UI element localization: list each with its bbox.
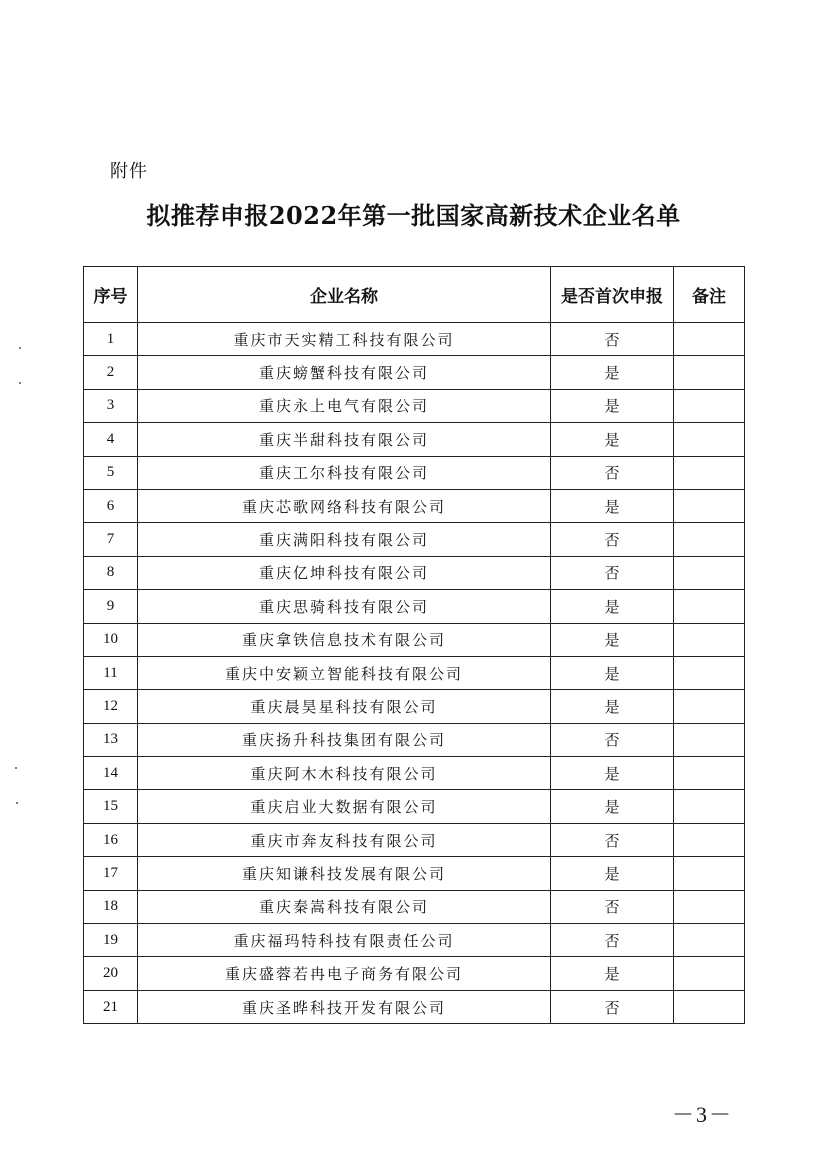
company-name-cell: 重庆福玛特科技有限责任公司 [138,924,551,957]
company-name-cell: 重庆芯歌网络科技有限公司 [138,489,551,522]
row-number-cell: 15 [84,790,138,823]
first-application-cell: 否 [551,990,674,1023]
table-row [84,556,745,589]
table-row [84,323,745,356]
table-row [84,990,745,1023]
remarks-cell [674,723,745,756]
row-number-cell: 18 [84,890,138,923]
row-number-cell: 19 [84,924,138,957]
table-row [84,423,745,456]
row-number-cell: 21 [84,990,138,1023]
first-application-cell: 是 [551,857,674,890]
row-number-cell: 4 [84,423,138,456]
remarks-cell [674,623,745,656]
row-number-cell: 16 [84,823,138,856]
company-name-cell: 重庆永上电气有限公司 [138,389,551,422]
first-application-cell: 是 [551,690,674,723]
company-name-cell: 重庆圣晔科技开发有限公司 [138,990,551,1023]
company-name-cell: 重庆中安颖立智能科技有限公司 [138,656,551,689]
column-header-number: 序号 [84,267,138,323]
table-row [84,489,745,522]
remarks-cell [674,656,745,689]
table-row [84,890,745,923]
row-number-cell: 9 [84,590,138,623]
remarks-cell [674,523,745,556]
remarks-cell [674,890,745,923]
remarks-cell [674,323,745,356]
table-row [84,723,745,756]
page-number: －3－ [672,1102,734,1127]
row-number-cell: 5 [84,456,138,489]
first-application-cell: 否 [551,323,674,356]
row-number-cell: 12 [84,690,138,723]
remarks-cell [674,489,745,522]
row-number-cell: 2 [84,356,138,389]
table-row [84,823,745,856]
document-title: 拟推荐申报2022年第一批国家高新技术企业名单 [146,201,681,230]
column-header-remarks: 备注 [674,267,745,323]
company-name-cell: 重庆启业大数据有限公司 [138,790,551,823]
table-row [84,924,745,957]
first-application-cell: 是 [551,957,674,990]
scan-speck [16,802,18,804]
company-name-cell: 重庆秦嵩科技有限公司 [138,890,551,923]
company-name-cell: 重庆亿坤科技有限公司 [138,556,551,589]
company-name-cell: 重庆工尔科技有限公司 [138,456,551,489]
first-application-cell: 是 [551,590,674,623]
scan-speck [19,382,21,384]
company-name-cell: 重庆满阳科技有限公司 [138,523,551,556]
remarks-cell [674,690,745,723]
remarks-cell [674,456,745,489]
first-application-cell: 是 [551,389,674,422]
first-application-cell: 是 [551,757,674,790]
first-application-cell: 是 [551,656,674,689]
company-name-cell: 重庆螃蟹科技有限公司 [138,356,551,389]
column-header-company-name: 企业名称 [138,267,551,323]
first-application-cell: 否 [551,723,674,756]
company-name-cell: 重庆市奔友科技有限公司 [138,823,551,856]
scan-speck [19,347,21,349]
table-row [84,656,745,689]
remarks-cell [674,924,745,957]
remarks-cell [674,356,745,389]
table-row [84,523,745,556]
table-row [84,857,745,890]
table-header-row [84,267,745,323]
company-name-cell: 重庆市天实精工科技有限公司 [138,323,551,356]
row-number-cell: 13 [84,723,138,756]
first-application-cell: 否 [551,456,674,489]
company-table [83,266,745,1024]
row-number-cell: 7 [84,523,138,556]
row-number-cell: 17 [84,857,138,890]
remarks-cell [674,823,745,856]
column-header-first-application: 是否首次申报 [551,267,674,323]
table-row [84,590,745,623]
first-application-cell: 否 [551,924,674,957]
remarks-cell [674,757,745,790]
remarks-cell [674,389,745,422]
company-name-cell: 重庆阿木木科技有限公司 [138,757,551,790]
attachment-label: 附件 [110,161,148,182]
table-row [84,356,745,389]
table-row [84,790,745,823]
row-number-cell: 20 [84,957,138,990]
first-application-cell: 是 [551,489,674,522]
remarks-cell [674,423,745,456]
company-name-cell: 重庆知谦科技发展有限公司 [138,857,551,890]
first-application-cell: 否 [551,523,674,556]
table-row [84,456,745,489]
first-application-cell: 是 [551,790,674,823]
table-row [84,623,745,656]
row-number-cell: 14 [84,757,138,790]
remarks-cell [674,590,745,623]
first-application-cell: 是 [551,623,674,656]
first-application-cell: 否 [551,890,674,923]
remarks-cell [674,790,745,823]
company-name-cell: 重庆盛蓉若冉电子商务有限公司 [138,957,551,990]
first-application-cell: 否 [551,556,674,589]
first-application-cell: 是 [551,423,674,456]
table-row [84,957,745,990]
table-row [84,389,745,422]
row-number-cell: 8 [84,556,138,589]
row-number-cell: 1 [84,323,138,356]
company-name-cell: 重庆扬升科技集团有限公司 [138,723,551,756]
first-application-cell: 是 [551,356,674,389]
remarks-cell [674,957,745,990]
first-application-cell: 否 [551,823,674,856]
table-row [84,757,745,790]
scan-speck [15,767,17,769]
table-row [84,690,745,723]
remarks-cell [674,556,745,589]
row-number-cell: 3 [84,389,138,422]
remarks-cell [674,990,745,1023]
row-number-cell: 10 [84,623,138,656]
company-name-cell: 重庆晨昊星科技有限公司 [138,690,551,723]
row-number-cell: 11 [84,656,138,689]
row-number-cell: 6 [84,489,138,522]
company-name-cell: 重庆拿铁信息技术有限公司 [138,623,551,656]
company-name-cell: 重庆思骑科技有限公司 [138,590,551,623]
remarks-cell [674,857,745,890]
company-name-cell: 重庆半甜科技有限公司 [138,423,551,456]
